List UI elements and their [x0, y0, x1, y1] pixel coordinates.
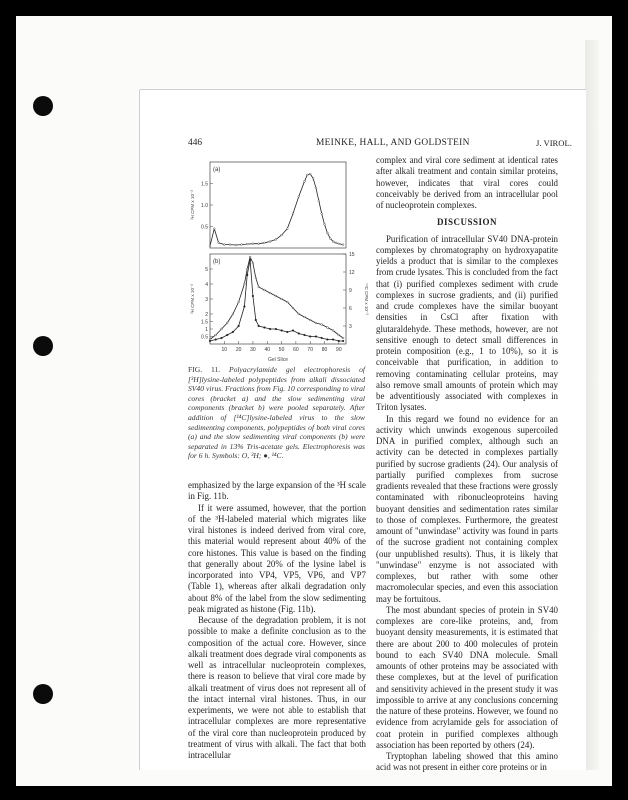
- panel-b-point-3h: [264, 289, 266, 291]
- panel-b-point-14c: [209, 340, 211, 342]
- paragraph: The most abundant species of protein in SV40 complexes are core-like proteins, and, from buoyant density measurements, it is estimated that there are about 200 to 400 molecules of protein bound to each SV40 DNA molecule. Small amounts of other proteins may be associated with these complexes, but at the level of purification and sensitivity achieved in the present study it was impossible to arrive at any conclusions concerning the nature of these proteins. However, we found no evidence from acrylamide gels for association of coat protein in purified complexes although association has been reported by others (24).: [376, 604, 558, 750]
- panel-b-point-14c: [221, 337, 223, 339]
- panel-a: [190, 162, 346, 248]
- panel-b-point-14c: [281, 330, 283, 332]
- panel-b-x-tick-label: 90: [336, 347, 342, 353]
- panel-b-left-y-tick-label: 3: [205, 296, 208, 303]
- panel-b-right-y-tick-label: 12: [349, 269, 355, 276]
- panel-b-x-tick-label: 40: [264, 347, 271, 353]
- panel-b-3h-line: [210, 257, 343, 340]
- panel-b-point-14c: [315, 336, 317, 338]
- binder-hole: [33, 336, 53, 356]
- x-axis-label: Gel Slice: [267, 357, 289, 363]
- paragraph: In this regard we found no evidence for an activity which unwinds exogenous supercoiled DNA in purified complex, although such an activity can be detected in complexes partially purified by sucrose gradients (24). Our analysis of partially purified complexes from sucrose gradients revealed that these fractions were grossly contaminated with ribonucleoproteins having buoyant densities and sedimentation rates similar to those of complexes. Furthermore, the greatest amount of "unwindase" activity was found in parts of the sucrose gradient not containing complex (our unpublished results). Thus, it is likely that "unwindase" enzyme is not associated with complexes, but rather with some other macromolecular species, and even this association may be fortuitous.: [376, 413, 558, 604]
- panel-b-point-14c: [298, 333, 300, 335]
- panel-b-point-14c: [255, 319, 257, 321]
- page-edge: [585, 40, 599, 770]
- panel-a-point-3h: [258, 243, 260, 245]
- panel-b-point-3h: [275, 295, 277, 297]
- panel-a-point-3h: [324, 223, 326, 225]
- panel-a-point-3h: [252, 243, 254, 245]
- panel-b-left-y-tick-label: 4: [205, 281, 208, 288]
- panel-a-frame: [210, 162, 346, 248]
- panel-b-left-y-tick-label: 1: [205, 326, 208, 333]
- figure-caption: [188, 365, 365, 461]
- panel-b-frame: [210, 254, 346, 344]
- panel-b-point-3h: [338, 334, 340, 336]
- panel-a-point-3h: [218, 242, 220, 244]
- panel-b-point-14c: [321, 337, 323, 339]
- panel-b-point-3h: [327, 327, 329, 329]
- paragraph: complex and viral core sediment at identical rates after alkali treatment and contain similar proteins, however, indicates that viral cores could conceivably be derived from an intracellular pool of nucleoprotein complexes.: [376, 155, 558, 210]
- panel-b-point-14c: [304, 334, 306, 336]
- panel-b-left-y-tick-label: 5: [205, 266, 208, 273]
- panel-b-point-3h: [249, 256, 251, 258]
- paragraph: emphasized by the large expansion of the ³H scale in Fig. 11b.: [188, 480, 366, 502]
- panel-b-point-14c: [327, 339, 329, 341]
- panel-b-point-14c: [332, 339, 334, 341]
- panel-b-left-y-tick-label: 1.5: [201, 319, 208, 326]
- panel-b-x-tick-label: 30: [250, 347, 256, 353]
- panel-a-point-3h: [312, 177, 314, 179]
- panel-b-point-3h: [255, 277, 257, 279]
- paragraph: Tryptophan labeling showed that this amino acid was not present in either core proteins or in: [376, 751, 558, 773]
- panel-b-right-y-tick-label: 3: [349, 323, 352, 330]
- panel-b-point-14c: [338, 340, 340, 342]
- panel-a-point-3h: [229, 244, 231, 246]
- panel-b-point-14c: [232, 331, 234, 333]
- panel-a-point-3h: [335, 242, 337, 244]
- panel-b-point-14c: [275, 328, 277, 330]
- panel-a-y-tick-label: 0.5: [201, 224, 208, 231]
- paragraph: If it were assumed, however, that the portion of the ³H-labeled material which migrates like viral histones is indeed derived from viral core, this material would represent about 40% of the core histones. This value is based on the finding that generally about 20% of the lysine label is incorporated into VP4, VP5, VP6, and VP7 (Table 1), whereas after alkali degradation only about 8% of the label from the slow sedimenting peak migrated as histone (Fig. 11b).: [188, 502, 366, 614]
- paragraph: Because of the degradation problem, it is not possible to make a definite conclusion as to the composition of the actual core. However, since alkali treatment does degrade viral components as well as intracellular nucleoprotein complexes, there is reason to believe that viral core made by alkali treatment of virus does not represent all of the intact internal viral histones. Thus, in our experiments, we were not able to establish that intracellular complexes are more representative of the viral core than nucleoprotein produced by treatment of virus with alkali. The fact that both intracellular: [188, 615, 366, 760]
- panel-b-point-14c: [309, 336, 311, 338]
- panel-b: [190, 252, 369, 363]
- panel-a-point-3h: [321, 213, 323, 215]
- panel-b-point-3h: [304, 316, 306, 318]
- panel-b-point-3h: [321, 324, 323, 326]
- panel-b-x-tick-label: 60: [293, 347, 299, 353]
- panel-a-point-3h: [286, 228, 288, 230]
- panel-a-point-3h: [275, 239, 277, 241]
- caption-lead: FIG. 11.: [188, 365, 221, 374]
- panel-b-right-y-tick-label: 9: [349, 287, 352, 294]
- panel-a-y-axis-label: ³H CPM x 10⁻³: [190, 190, 195, 220]
- panel-b-point-3h: [286, 301, 288, 303]
- panel-b-point-3h: [226, 322, 228, 324]
- caption-text: Polyacrylamide gel electrophoresis of [³H]lysine-labeled polypeptides from alkali dissociated SV40 virus. Fractions from Fig. 10 corresponding to viral cores (bracket a) and the slow sedimenting viral components (bracket b) were pooled separately. After addition of [¹⁴C]lysine-labeled virus to the slow sedimenting components, polypeptides of both viral cores (a) and the slow sedimenting viral components (b) were separated in 13% Tris-acetate gels. Electrophoresis was for 6 h. Symbols: O, ³H; ●, ¹⁴C.: [188, 365, 365, 461]
- panel-a-point-3h: [213, 228, 215, 230]
- panel-b-point-14c: [249, 259, 251, 261]
- panel-a-point-3h: [209, 245, 211, 247]
- panel-b-point-3h: [238, 301, 240, 303]
- panel-a-point-3h: [315, 187, 317, 189]
- panel-a-point-3h: [338, 243, 340, 245]
- panel-a-point-3h: [269, 241, 271, 243]
- panel-a-point-3h: [329, 238, 331, 240]
- panel-a-3h-line: [210, 174, 343, 246]
- panel-a-point-3h: [241, 244, 243, 246]
- panel-a-point-3h: [281, 234, 283, 236]
- panel-b-point-14c: [215, 339, 217, 341]
- panel-b-point-3h: [298, 313, 300, 315]
- panel-b-x-tick-label: 50: [278, 347, 285, 353]
- panel-b-point-14c: [292, 330, 294, 332]
- panel-b-point-3h: [221, 328, 223, 330]
- panel-b-point-14c: [252, 295, 254, 297]
- panel-b-x-tick-label: 20: [235, 347, 242, 353]
- panel-b-label: (b): [213, 259, 221, 265]
- panel-b-point-3h: [292, 307, 294, 309]
- panel-b-point-14c: [244, 306, 246, 308]
- panel-b-point-14c: [269, 328, 271, 330]
- page-number: 446: [188, 138, 203, 148]
- panel-b-left-y-tick-label: 2: [205, 311, 208, 318]
- panel-b-point-14c: [342, 340, 344, 342]
- panel-a-point-3h: [342, 244, 344, 246]
- panel-a-point-3h: [223, 244, 225, 246]
- panel-b-point-3h: [281, 298, 283, 300]
- panel-b-point-3h: [315, 322, 317, 324]
- panel-b-point-14c: [264, 327, 266, 329]
- right-column: [376, 155, 558, 774]
- panel-a-point-3h: [306, 174, 308, 176]
- panel-b-right-axis-label: ¹⁴C CPM x 10⁻³: [364, 283, 369, 315]
- panel-a-point-3h: [327, 232, 329, 234]
- panel-b-point-14c: [246, 274, 248, 276]
- binder-hole: [33, 684, 53, 704]
- panel-a-point-3h: [292, 213, 294, 215]
- panel-b-point-3h: [342, 337, 344, 339]
- panel-a-y-tick-label: 1.5: [201, 181, 208, 188]
- left-column: [188, 480, 366, 761]
- panel-b-point-14c: [258, 325, 260, 327]
- panel-a-point-3h: [309, 173, 311, 175]
- panel-b-point-3h: [252, 262, 254, 264]
- panel-b-right-y-tick-label: 15: [349, 251, 355, 258]
- panel-a-point-3h: [246, 243, 248, 245]
- panel-a-point-3h: [235, 244, 237, 246]
- panel-b-point-3h: [244, 283, 246, 285]
- paragraph: Purification of intracellular SV40 DNA-protein complexes by chromatography on hydroxyapatite yields a product that is similar to the complexes from crude lysates. This is concluded from the fact that (i) purified complexes sediment with crude complexes in sucrose gradients, and (ii) purified and crude complexes have the similar buoyant densities in CsCl after fixation with glutaraldehyde. These methods, however, are not sensitive enough to detect small differences in protein composition (e.g., 1 to 10%), so it is conceivable that purification, in addition to removing contaminating cellular proteins, may also remove small amounts of protein which may be adventitiously associated with complexes in Triton lysates.: [376, 233, 558, 413]
- binder-hole: [33, 96, 53, 116]
- panel-a-point-3h: [304, 180, 306, 182]
- panel-a-point-3h: [318, 200, 320, 202]
- panel-b-point-3h: [269, 292, 271, 294]
- running-head-journal: J. VIROL.: [536, 138, 572, 148]
- panel-b-left-axis-label: ³H CPM x 10⁻³: [190, 284, 195, 314]
- panel-b-right-y-tick-label: 6: [349, 305, 352, 312]
- panel-b-x-tick-label: 80: [321, 347, 328, 353]
- panel-a-point-3h: [298, 196, 300, 198]
- panel-a-label: (a): [213, 167, 221, 173]
- panel-b-point-3h: [258, 286, 260, 288]
- panel-a-y-tick-label: 1.0: [201, 202, 208, 209]
- panel-a-point-3h: [332, 241, 334, 243]
- figure-11: [188, 156, 368, 364]
- panel-b-point-3h: [332, 330, 334, 332]
- panel-b-point-14c: [238, 325, 240, 327]
- panel-a-point-3h: [264, 242, 266, 244]
- panel-b-point-14c: [286, 331, 288, 333]
- panel-b-x-tick-label: 10: [221, 347, 228, 353]
- panel-b-x-tick-label: 70: [307, 347, 313, 353]
- panel-b-left-y-tick-label: 0.5: [201, 334, 208, 341]
- panel-b-point-3h: [246, 268, 248, 270]
- running-head-authors: MEINKE, HALL, AND GOLDSTEIN: [316, 138, 470, 148]
- section-heading: DISCUSSION: [436, 217, 498, 228]
- journal-page: [140, 90, 586, 773]
- panel-b-point-14c: [226, 334, 228, 336]
- panel-b-point-3h: [215, 334, 217, 336]
- panel-b-point-3h: [232, 313, 234, 315]
- panel-b-point-3h: [309, 319, 311, 321]
